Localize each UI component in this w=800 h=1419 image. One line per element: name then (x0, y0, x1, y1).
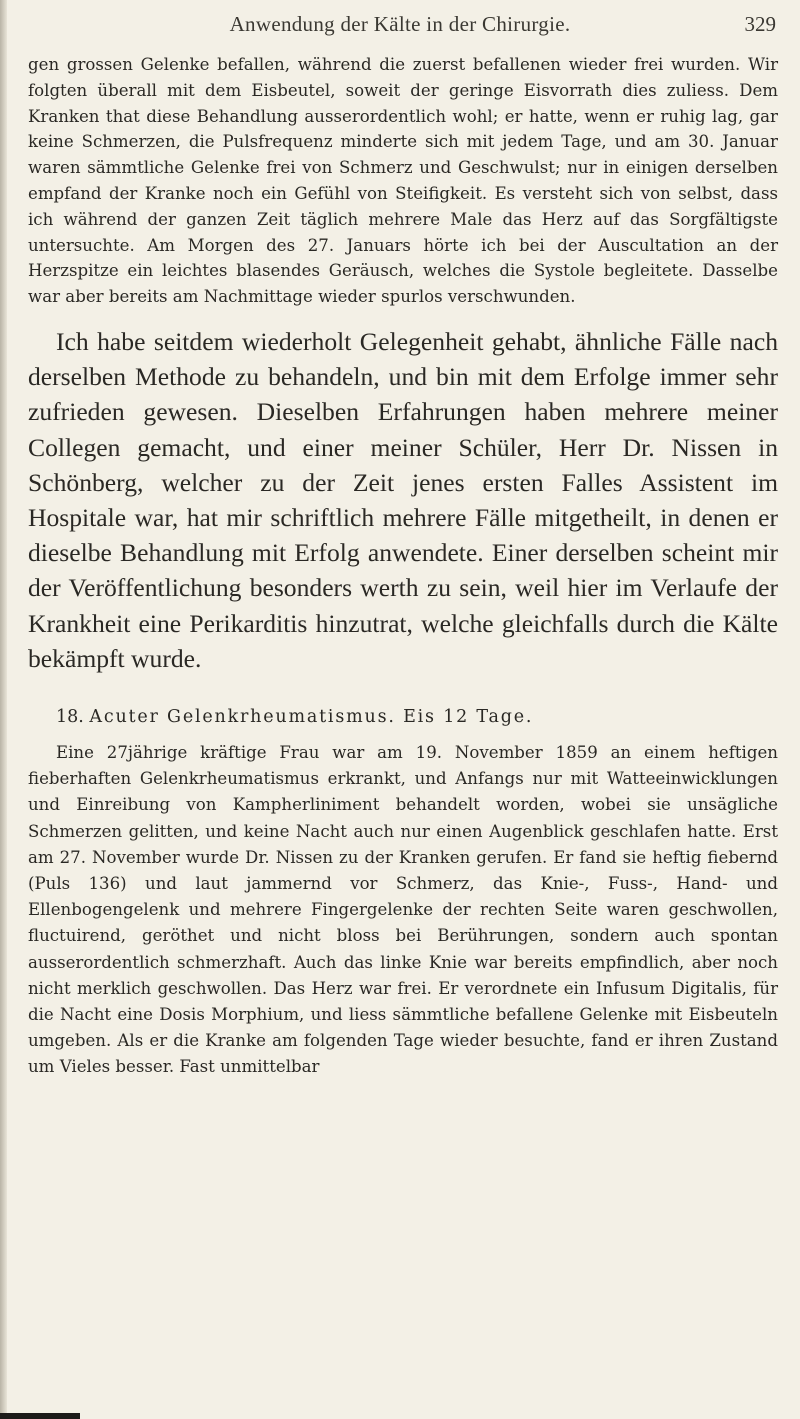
page-gutter-shadow (0, 0, 7, 1419)
paragraph-continuation: gen grossen Gelenke befallen, während die zuerst befallenen wieder frei wurden. Wir folgten überall mit dem Eisbeutel, soweit der geringe Eisvorrath dies zuliess. Dem Kranken that diese Behandlung ausserordentlich wohl; er hatte, wenn er ruhig lag, gar keine Schmerzen, die Pulsfrequenz minderte sich mit jedem Tage, und am 30. Januar waren sämmtliche Gelenke frei von Schmerz und Geschwulst; nur in einigen derselben empfand der Kranke noch ein Gefühl von Steifigkeit. Es versteht sich von selbst, dass ich während der ganzen Zeit täglich mehrere Male das Herz auf das Sorgfältigste untersuchte. Am Morgen des 27. Januars hörte ich bei der Auscultation an der Herzspitze ein leichtes blasendes Geräusch, welches die Systole begleitete. Dasselbe war aber bereits am Nachmittage wieder spurlos verschwunden. (28, 55, 778, 307)
paragraph-large-print: Ich habe seitdem wiederholt Gelegenheit gehabt, ähnliche Fälle nach derselben Methode zu behandeln, und bin mit dem Erfolge immer sehr zufrieden gewesen. Dieselben Erfahrungen haben mehrere meiner Collegen gemacht, und einer meiner Schüler, Herr Dr. Nissen in Schönberg, welcher zu der Zeit jenes ersten Falles Assistent im Hospitale war, hat mir schriftlich mehrere Fälle mitgetheilt, in denen er dieselbe Behandlung mit Erfolg anwendete. Einer derselben scheint mir der Veröffentlichung besonders werth zu sein, weil hier im Verlaufe der Krankheit eine Perikarditis hinzutrat, welche gleichfalls durch die Kälte bekämpft wurde. (28, 326, 778, 673)
case-number: 18. (56, 707, 84, 727)
case-description: Eine 27jährige kräftige Frau war am 19. November 1859 an einem heftigen fieberhaften Gelenkrheumatismus erkrankt, und Anfangs nur mit Watteeinwicklungen und Einreibung von Kampherliniment behandelt worden, wobei sie unsägliche Schmerzen gelitten, und keine Nacht auch nur einen Augenblick geschlafen hatte. Erst am 27. November wurde Dr. Nissen zu der Kranken gerufen. Er fand sie heftig fiebernd (Puls 136) und laut jammernd vor Schmerz, das Knie-, Fuss-, Hand- und Ellenbogengelenk und mehrere Fingergelenke der rechten Seite waren geschwollen, fluctuirend, geröthet und nicht bloss bei Berührungen, sondern auch spontan ausserordentlich schmerzhaft. Auch das linke Knie war bereits empfindlich, aber noch nicht merklich geschwollen. Das Herz war frei. Er verordnete ein Infusum Digitalis, für die Nacht eine Dosis Morphium, und liess sämmtliche befallene Gelenke mit Eisbeuteln umgeben. Als er die Kranke am folgenden Tage wieder besuchte, fand er ihren Zustand um Vieles besser. Fast unmittelbar (28, 743, 778, 1077)
case-heading (56, 704, 778, 730)
running-header: Anwendung der Kälte in der Chirurgie. (229, 12, 571, 36)
bottom-edge-mark (0, 1413, 80, 1419)
page-number: 329 (744, 12, 776, 36)
case-title: Acuter Gelenkrheumatismus. Eis 12 Tage. (89, 707, 534, 727)
page-body (28, 52, 778, 1081)
